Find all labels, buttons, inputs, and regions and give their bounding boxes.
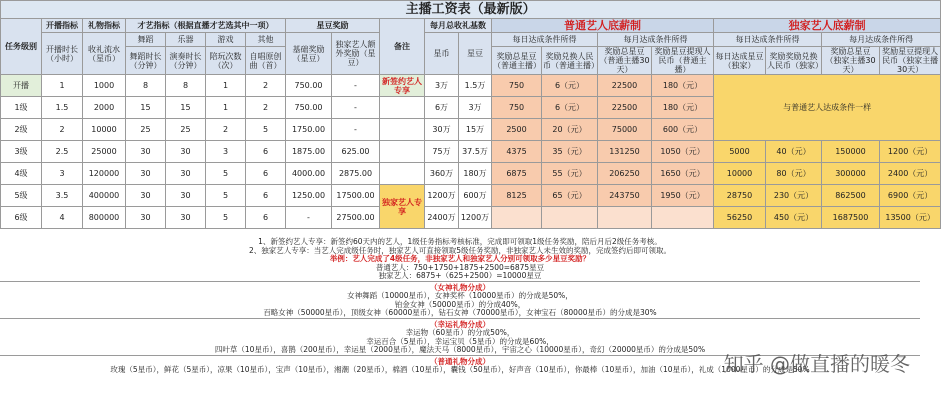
header-liwu: 礼物指标 [83, 19, 126, 33]
header-base-reward: 基础奖励（星豆） [286, 33, 332, 75]
header-xingdou: 星豆奖励 [286, 19, 380, 33]
note-line: 百略女神（50000星币），顶级女神（60000星币），钻石女神（70000星币），女神宝石（80000星币）的分成是30% [263, 308, 657, 317]
row-n3: 75000 [598, 119, 652, 141]
note-line: 女神舞蹈（10000星币），女神奖杯（10000星币）的分成是50%， [347, 291, 573, 300]
row-base: - [286, 207, 332, 229]
row-kaibo: 2.5 [42, 141, 83, 163]
row-n3: 243750 [598, 185, 652, 207]
row-extra: - [332, 119, 380, 141]
row-xb: 75万 [425, 141, 459, 163]
header-xingdou2: 星豆 [459, 33, 492, 75]
row-extra: - [332, 75, 380, 97]
row-kaibo: 1 [42, 75, 83, 97]
row-yueqi: 30 [166, 207, 206, 229]
row-xd: 15万 [459, 119, 492, 141]
page-title: 主播工资表（最新版） [1, 1, 941, 19]
row-yueqi: 30 [166, 163, 206, 185]
note-line: 幸运物（60星币）的分成50%， [405, 328, 515, 337]
row-extra: - [332, 97, 380, 119]
row-n3: 206250 [598, 163, 652, 185]
row-youxi: 2 [206, 119, 246, 141]
row-note [380, 163, 425, 185]
header-e-c1: 每日达成星豆（独家） [714, 47, 766, 75]
header-yueqi-sub: 演奏时长（分钟） [166, 47, 206, 75]
row-qita: 6 [246, 141, 286, 163]
header-excl-monthly: 每月达成条件所得 [822, 33, 941, 47]
row-kaibo: 1.5 [42, 97, 83, 119]
row-e4: 6900（元） [880, 185, 941, 207]
note-line: 玫瑰（5星币），鲜花（5星币），凉果（10星币），宝声（10星币），湘潮（20星币），棉酒（10星币），囊钱（50星币），好声音（10星币），你最棒（10星币），加油（10星币），礼成（1000星币）的分成是50% [110, 365, 810, 374]
row-youxi: 5 [206, 163, 246, 185]
row-youxi: 5 [206, 207, 246, 229]
row-wudao: 15 [126, 97, 166, 119]
row-extra: 27500.00 [332, 207, 380, 229]
row-n3 [598, 207, 652, 229]
row-note [380, 119, 425, 141]
row-n2: 65（元） [542, 185, 598, 207]
row-tier: 1级 [1, 97, 42, 119]
note-example: 举例：艺人完成了4级任务，非独家艺人和独家艺人分别可领取多少星豆奖励？ [329, 254, 591, 263]
row-wudao: 30 [126, 207, 166, 229]
row-n4: 600（元） [652, 119, 714, 141]
row-e2: 40（元） [766, 141, 822, 163]
note-line: 普通艺人：750+1750+1875+2500=6875星豆 [375, 262, 545, 272]
row-xb: 1200万 [425, 185, 459, 207]
header-e-c2: 奖励奖励兑换人民币（独家） [766, 47, 822, 75]
header-normal: 普通艺人底薪制 [492, 19, 714, 33]
row-xd: 1.5万 [459, 75, 492, 97]
row-liwu: 10000 [83, 119, 126, 141]
row-note: 新签约艺人专享 [380, 75, 425, 97]
row-base: 1875.00 [286, 141, 332, 163]
header-exclusive: 独家艺人底薪制 [714, 19, 941, 33]
row-base: 750.00 [286, 75, 332, 97]
header-liwu-sub: 收礼流水（星币） [83, 33, 126, 75]
row-xb: 2400万 [425, 207, 459, 229]
row-wudao: 8 [126, 75, 166, 97]
row-yueqi: 30 [166, 141, 206, 163]
section-heading: （普通礼物分成） [430, 356, 490, 366]
note-line: 四叶草（10星币），喜鹊（200星币），幸运星（2000星币），魔法天马（8000星币），宇宙之心（10000星币），奇幻（20000星币）的分成是50% [214, 345, 706, 354]
row-n1: 8125 [492, 185, 542, 207]
row-e4: 2400（元） [880, 163, 941, 185]
note-line: 2、独家艺人专享：当艺人完成级任务时，独家艺人可直接领取5级任务奖励，非独家艺人未生效的奖励，完成签约后即可领取。 [248, 245, 672, 255]
row-tier: 开播 [1, 75, 42, 97]
row-tier: 2级 [1, 119, 42, 141]
row-tier: 3级 [1, 141, 42, 163]
row-wudao: 30 [126, 141, 166, 163]
row-base: 750.00 [286, 97, 332, 119]
row-e3: 1687500 [822, 207, 880, 229]
row-note [380, 97, 425, 119]
row-liwu: 120000 [83, 163, 126, 185]
row-n2: 6（元） [542, 75, 598, 97]
row-e4: 1200（元） [880, 141, 941, 163]
row-xd: 600万 [459, 185, 492, 207]
header-monthly: 每月总收礼基数 [425, 19, 492, 33]
header-wudao-sub: 舞蹈时长（分钟） [126, 47, 166, 75]
exclusive-merged-cell: 与普通艺人达成条件一样 [714, 75, 941, 141]
row-e4: 13500（元） [880, 207, 941, 229]
row-xd: 1200万 [459, 207, 492, 229]
header-normal-daily: 每日达成条件所得 [492, 33, 598, 47]
row-n4: 1950（元） [652, 185, 714, 207]
row-e2: 230（元） [766, 185, 822, 207]
row-xb: 360万 [425, 163, 459, 185]
note-line: 1、新签约艺人专享：新签约60天内的艺人，1级任务指标考核标准，完成即可领取1级任务奖励，陪后月后2级任务考核。 [258, 237, 662, 246]
row-liwu: 1000 [83, 75, 126, 97]
row-xd: 3万 [459, 97, 492, 119]
row-tier: 6级 [1, 207, 42, 229]
header-caiyi: 才艺指标（根据直播才艺选其中一项） [126, 19, 286, 33]
row-tier: 4级 [1, 163, 42, 185]
header-excl-extra: 独家艺人额外奖励（星豆） [332, 33, 380, 75]
header-e-c3: 奖励总星豆（独家主播30天） [822, 47, 880, 75]
row-xb: 30万 [425, 119, 459, 141]
header-n-c2: 奖励兑换人民币（普通主播） [542, 47, 598, 75]
row-base: 1250.00 [286, 185, 332, 207]
row-n4: 180（元） [652, 75, 714, 97]
row-extra: 625.00 [332, 141, 380, 163]
row-e3: 862500 [822, 185, 880, 207]
row-kaibo: 2 [42, 119, 83, 141]
row-liwu: 800000 [83, 207, 126, 229]
row-qita: 2 [246, 97, 286, 119]
row-e2: 80（元） [766, 163, 822, 185]
row-n2 [542, 207, 598, 229]
row-n1: 4375 [492, 141, 542, 163]
row-n3: 22500 [598, 97, 652, 119]
row-base: 4000.00 [286, 163, 332, 185]
header-n-c3: 奖励总星豆（普通主播30天） [599, 47, 650, 74]
row-xb: 6万 [425, 97, 459, 119]
row-liwu: 25000 [83, 141, 126, 163]
row-yueqi: 8 [166, 75, 206, 97]
row-yueqi: 15 [166, 97, 206, 119]
row-yueqi: 30 [166, 185, 206, 207]
header-n-c1: 奖励总星豆（普通主播） [492, 47, 542, 75]
row-e1: 10000 [714, 163, 766, 185]
row-n4: 1650（元） [652, 163, 714, 185]
header-yueqi: 乐器 [166, 33, 206, 47]
note-line: 幸运百合（5星币），幸运宝贝（5星币）的分成是60%， [366, 336, 554, 346]
row-kaibo: 3 [42, 163, 83, 185]
row-n3: 131250 [598, 141, 652, 163]
header-e-c4: 奖励星豆提现人民币（独家主播30天） [880, 47, 941, 75]
header-youxi: 游戏 [206, 33, 246, 47]
header-n-c4: 奖励星豆提现人民币（普通主播） [652, 47, 714, 75]
row-wudao: 30 [126, 185, 166, 207]
row-e3: 300000 [822, 163, 880, 185]
header-youxi-sub: 陪玩次数（次） [206, 47, 246, 75]
row-e1: 5000 [714, 141, 766, 163]
header-beizhu: 备注 [380, 19, 425, 75]
note-line: 独家艺人：6875+（625+2500）=10000星豆 [378, 271, 542, 280]
row-kaibo: 3.5 [42, 185, 83, 207]
row-qita: 2 [246, 75, 286, 97]
row-qita: 6 [246, 163, 286, 185]
header-qita-sub: 自唱原创曲（首） [246, 47, 286, 75]
row-wudao: 30 [126, 163, 166, 185]
row-n1 [492, 207, 542, 229]
row-n2: 6（元） [542, 97, 598, 119]
row-n2: 55（元） [542, 163, 598, 185]
row-e3: 150000 [822, 141, 880, 163]
row-n1: 6875 [492, 163, 542, 185]
row-youxi: 1 [206, 75, 246, 97]
row-youxi: 1 [206, 97, 246, 119]
row-n4: 180（元） [652, 97, 714, 119]
row-e2: 450（元） [766, 207, 822, 229]
note-line: 铂金女神（50000星币）的分成40%， [394, 299, 526, 309]
row-youxi: 5 [206, 185, 246, 207]
header-normal-monthly: 每月达成条件所得 [598, 33, 714, 47]
row-e1: 28750 [714, 185, 766, 207]
watermark-text: 知乎 @做直播的暖冬 [723, 352, 910, 376]
row-youxi: 3 [206, 141, 246, 163]
header-kaibo: 开播指标 [42, 19, 83, 33]
row-n1: 2500 [492, 119, 542, 141]
row-note [380, 141, 425, 163]
row-xb: 3万 [425, 75, 459, 97]
row-tier: 5级 [1, 185, 42, 207]
section-heading: （女神礼物分成） [430, 282, 490, 292]
row-n2: 20（元） [542, 119, 598, 141]
header-excl-daily: 每日达成条件所得 [714, 33, 822, 47]
header-xingbi: 星币 [425, 33, 459, 75]
row-kaibo: 4 [42, 207, 83, 229]
row-wudao: 25 [126, 119, 166, 141]
section-heading: （幸运礼物分成） [430, 319, 490, 329]
row-extra: 2875.00 [332, 163, 380, 185]
row-note: 独家艺人专享 [380, 185, 425, 229]
header-kaibo-sub: 开播时长（小时） [42, 33, 83, 75]
row-xd: 180万 [459, 163, 492, 185]
row-n1: 750 [492, 75, 542, 97]
header-qita: 其他 [246, 33, 286, 47]
row-n1: 750 [492, 97, 542, 119]
row-yueqi: 25 [166, 119, 206, 141]
row-base: 1750.00 [286, 119, 332, 141]
header-wudao: 舞蹈 [126, 33, 166, 47]
row-n4 [652, 207, 714, 229]
row-n3: 22500 [598, 75, 652, 97]
row-qita: 6 [246, 185, 286, 207]
row-n4: 1050（元） [652, 141, 714, 163]
row-xd: 37.5万 [459, 141, 492, 163]
row-e1: 56250 [714, 207, 766, 229]
row-liwu: 400000 [83, 185, 126, 207]
header-tier: 任务级别 [1, 19, 42, 75]
row-extra: 17500.00 [332, 185, 380, 207]
row-qita: 6 [246, 207, 286, 229]
row-n2: 35（元） [542, 141, 598, 163]
row-qita: 5 [246, 119, 286, 141]
row-liwu: 2000 [83, 97, 126, 119]
